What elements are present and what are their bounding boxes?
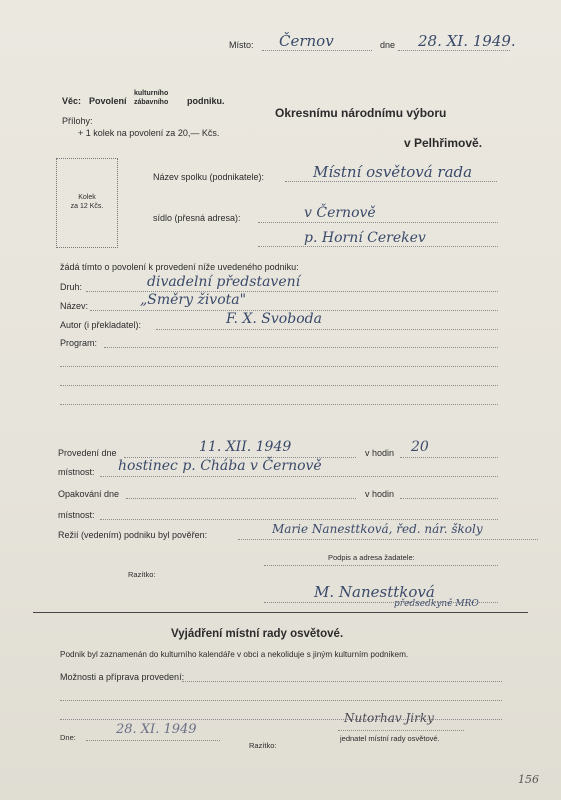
subject-prefix: Věc: (62, 96, 82, 106)
date-value: 28. XI. 1949. (418, 32, 516, 50)
kind-label: Druh: (60, 282, 83, 292)
society-value: Místní osvětová rada (313, 163, 473, 181)
performance-date-value: 11. XII. 1949 (199, 439, 292, 455)
prep-line2 (60, 700, 502, 701)
recipient-line2: v Pelhřimově. (404, 136, 483, 150)
tax-stamp-box (56, 158, 118, 248)
program-line4 (60, 404, 498, 405)
opinion-statement: Podnik byl zaznamenán do kulturního kalendáře v obci a nekoliduje s jiným kulturním podnikem. (60, 650, 409, 659)
venue-value: hostinec p. Chába v Černově (118, 458, 322, 474)
applicant-signature: M. Nanesttková (314, 583, 435, 601)
prep-line1 (182, 681, 502, 682)
seat-value1: v Černově (304, 205, 376, 221)
venue-line (100, 476, 498, 477)
place-label: Místo: (229, 40, 254, 50)
subject-word2: podniku. (187, 96, 225, 106)
repeat-venue-line (100, 519, 498, 520)
author-value: F. X. Svoboda (226, 311, 322, 327)
applicant-signature-line (264, 602, 498, 603)
date-label: dne (380, 40, 396, 50)
seat-value2: p. Horní Cerekev (304, 230, 426, 246)
opinion-prep-label: Možnosti a příprava provedení: (60, 672, 185, 682)
subject-option2: zábavního (134, 99, 169, 106)
secretary-signature: Nutorhav Jirky (344, 711, 434, 725)
opinion-title: Vyjádření místní rady osvětové. (171, 628, 344, 640)
seat-line1 (258, 222, 498, 223)
society-line (285, 181, 497, 182)
repeat-venue-label: místnost: (58, 510, 95, 520)
author-label: Autor (i překladatel): (60, 320, 142, 330)
director-line (238, 539, 538, 540)
applicant-stamp-label: Razítko: (128, 570, 156, 579)
performance-hour-line (400, 457, 498, 458)
performance-hour-value: 20 (411, 439, 429, 455)
kind-value: divadelní představení (147, 274, 301, 290)
venue-label: místnost: (58, 467, 95, 477)
subject-option1: kulturního (134, 90, 169, 97)
attachments-item: + 1 kolek na povolení za 20,— Kčs. (78, 128, 220, 138)
society-label: Název spolku (podnikatele): (153, 172, 265, 182)
program-line2 (60, 366, 498, 367)
director-label: Režií (vedením) podniku byl pověřen: (58, 530, 208, 540)
name-label: Název: (60, 301, 89, 311)
program-label: Program: (60, 338, 98, 348)
applicant-address-line (264, 565, 498, 566)
section-divider (33, 612, 528, 613)
performance-hour-label: v hodin (365, 448, 395, 458)
opinion-date-label: Dne: (60, 733, 76, 742)
opinion-stamp-label: Razítko: (249, 741, 277, 750)
recipient-line1: Okresnímu národnímu výboru (275, 106, 447, 120)
request-text: žádá tímto o povolení k provedení níže uvedeného podniku: (60, 262, 299, 272)
secretary-role: jednatel místní rady osvětové. (340, 734, 440, 743)
program-line3 (60, 385, 498, 386)
prep-line3 (60, 719, 502, 720)
secretary-signature-line (338, 730, 464, 731)
program-line1 (104, 347, 498, 348)
subject-word1: Povolení (89, 96, 127, 106)
performance-date-label: Provedení dne (58, 448, 117, 458)
opinion-date-line (86, 740, 220, 741)
applicant-signature-label: Podpis a adresa žadatele: (328, 553, 415, 562)
seat-line2 (258, 246, 498, 247)
attachments-label: Přílohy: (62, 116, 93, 126)
place-value: Černov (279, 32, 334, 50)
date-line (398, 50, 510, 51)
director-value: Marie Nanesttková, řed. nár. školy (272, 522, 483, 536)
place-line (262, 50, 372, 51)
applicant-role: předsedkyně MRO (394, 599, 479, 609)
repeat-date-line (126, 498, 356, 499)
repeat-date-label: Opakování dne (58, 489, 120, 499)
repeat-hour-label: v hodin (365, 489, 395, 499)
stamp-box-line1: Kolek (78, 194, 96, 201)
page-number: 156 (518, 773, 539, 786)
opinion-date-value: 28. XI. 1949 (116, 722, 197, 737)
repeat-hour-line (400, 498, 498, 499)
stamp-box-line2: za 12 Kčs. (70, 203, 104, 210)
name-value: „Směry života" (140, 292, 247, 308)
author-line (156, 329, 498, 330)
seat-label: sídlo (přesná adresa): (153, 213, 241, 223)
